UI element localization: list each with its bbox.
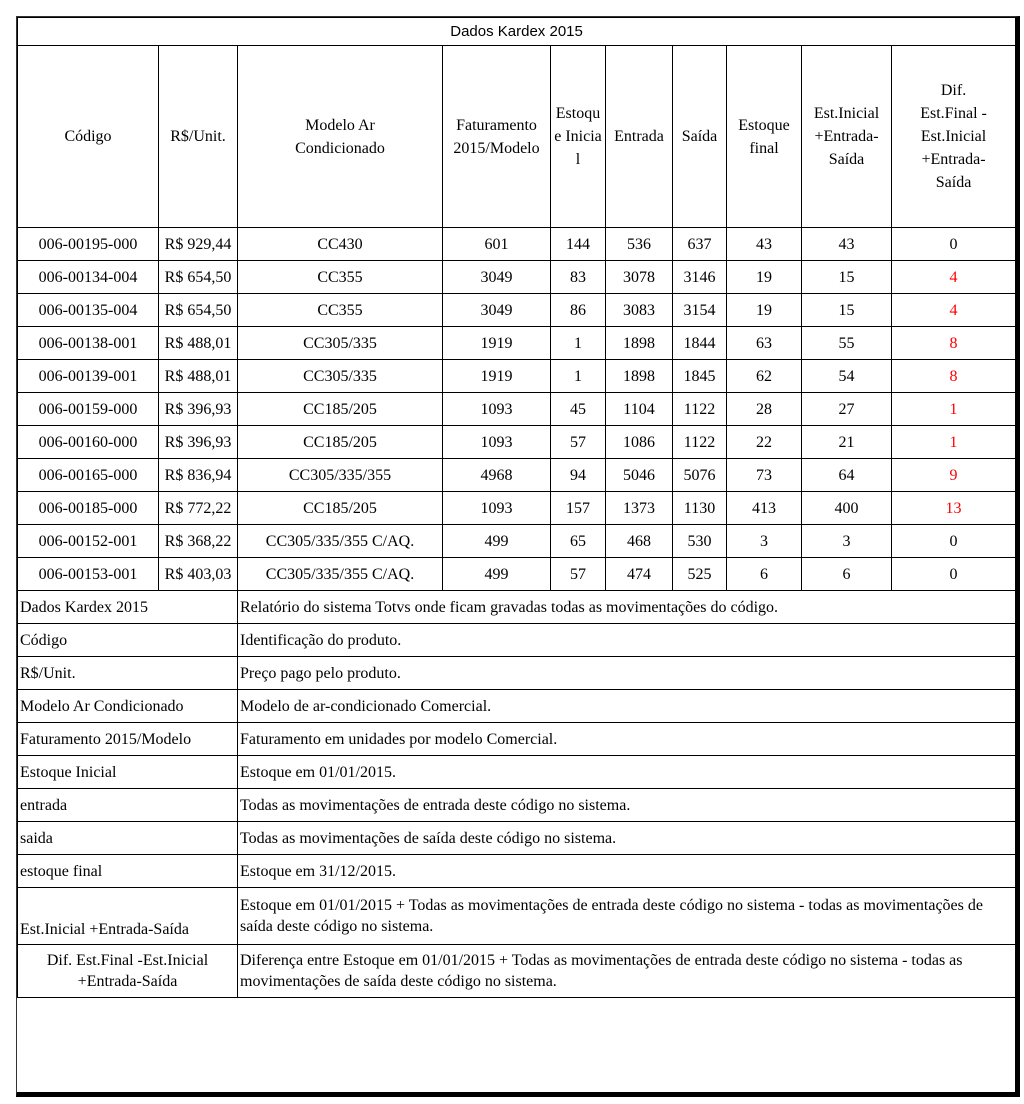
cell-estoque-final: 22 <box>727 426 802 459</box>
cell-faturamento: 3049 <box>443 261 551 294</box>
cell-preco: R$ 772,22 <box>159 492 238 525</box>
cell-preco: R$ 929,44 <box>159 228 238 261</box>
cell-calc: 400 <box>802 492 892 525</box>
cell-dif: 4 <box>892 294 1016 327</box>
legend-term: Dados Kardex 2015 <box>18 591 238 624</box>
cell-saida: 5076 <box>673 459 727 492</box>
cell-codigo: 006-00138-001 <box>18 327 159 360</box>
cell-calc: 6 <box>802 558 892 591</box>
cell-modelo: CC355 <box>238 294 443 327</box>
cell-calc: 3 <box>802 525 892 558</box>
cell-faturamento: 3049 <box>443 294 551 327</box>
cell-codigo: 006-00153-001 <box>18 558 159 591</box>
cell-estoque-inicial: 45 <box>551 393 606 426</box>
header-estoque-final: Estoque final <box>727 46 802 228</box>
cell-preco: R$ 488,01 <box>159 360 238 393</box>
cell-calc: 27 <box>802 393 892 426</box>
cell-estoque-inicial: 1 <box>551 327 606 360</box>
cell-saida: 1122 <box>673 426 727 459</box>
legend-row <box>18 591 1016 624</box>
cell-faturamento: 1919 <box>443 360 551 393</box>
cell-saida: 525 <box>673 558 727 591</box>
legend-description: Todas as movimentações de saída deste código no sistema. <box>238 822 1016 855</box>
cell-faturamento: 1093 <box>443 492 551 525</box>
cell-faturamento: 1919 <box>443 327 551 360</box>
header-modelo: Modelo Ar Condicionado <box>238 46 443 228</box>
cell-modelo: CC305/335/355 C/AQ. <box>238 558 443 591</box>
header-preco: R$/Unit. <box>159 46 238 228</box>
cell-codigo: 006-00185-000 <box>18 492 159 525</box>
header-entrada: Entrada <box>606 46 673 228</box>
legend-row <box>18 723 1016 756</box>
table-row <box>18 360 1016 393</box>
cell-calc: 15 <box>802 294 892 327</box>
legend-description: Estoque em 31/12/2015. <box>238 855 1016 888</box>
cell-entrada: 1898 <box>606 360 673 393</box>
cell-modelo: CC185/205 <box>238 492 443 525</box>
cell-estoque-final: 43 <box>727 228 802 261</box>
cell-preco: R$ 396,93 <box>159 393 238 426</box>
table-title: Dados Kardex 2015 <box>18 18 1016 46</box>
kardex-sheet <box>16 16 1020 1097</box>
cell-saida: 637 <box>673 228 727 261</box>
cell-entrada: 468 <box>606 525 673 558</box>
legend-description: Diferença entre Estoque em 01/01/2015 + Todas as movimentações de entrada deste código no sistema - todas as movimentações de saída deste código no sistema. <box>238 945 1016 998</box>
cell-codigo: 006-00134-004 <box>18 261 159 294</box>
table-row <box>18 492 1016 525</box>
cell-calc: 15 <box>802 261 892 294</box>
cell-entrada: 5046 <box>606 459 673 492</box>
cell-estoque-final: 413 <box>727 492 802 525</box>
legend-row <box>18 756 1016 789</box>
cell-estoque-final: 63 <box>727 327 802 360</box>
cell-dif: 0 <box>892 228 1016 261</box>
cell-estoque-final: 28 <box>727 393 802 426</box>
cell-saida: 1844 <box>673 327 727 360</box>
cell-faturamento: 601 <box>443 228 551 261</box>
legend-row <box>18 690 1016 723</box>
cell-codigo: 006-00152-001 <box>18 525 159 558</box>
cell-estoque-final: 62 <box>727 360 802 393</box>
cell-estoque-inicial: 86 <box>551 294 606 327</box>
legend-row <box>18 855 1016 888</box>
header-codigo: Código <box>18 46 159 228</box>
legend-row <box>18 624 1016 657</box>
legend-description: Relatório do sistema Totvs onde ficam gravadas todas as movimentações do código. <box>238 591 1016 624</box>
cell-calc: 64 <box>802 459 892 492</box>
cell-estoque-inicial: 57 <box>551 558 606 591</box>
cell-dif: 9 <box>892 459 1016 492</box>
cell-saida: 1130 <box>673 492 727 525</box>
cell-faturamento: 4968 <box>443 459 551 492</box>
cell-saida: 1122 <box>673 393 727 426</box>
legend-term: Modelo Ar Condicionado <box>18 690 238 723</box>
header-estoque-inicial: Estoque Inicial <box>551 46 606 228</box>
cell-modelo: CC305/335/355 C/AQ. <box>238 525 443 558</box>
legend-term: entrada <box>18 789 238 822</box>
cell-codigo: 006-00139-001 <box>18 360 159 393</box>
cell-faturamento: 1093 <box>443 393 551 426</box>
cell-modelo: CC305/335 <box>238 327 443 360</box>
cell-calc: 43 <box>802 228 892 261</box>
cell-modelo: CC355 <box>238 261 443 294</box>
cell-modelo: CC185/205 <box>238 426 443 459</box>
cell-entrada: 1086 <box>606 426 673 459</box>
legend-term: estoque final <box>18 855 238 888</box>
cell-estoque-inicial: 157 <box>551 492 606 525</box>
cell-estoque-final: 19 <box>727 294 802 327</box>
cell-saida: 530 <box>673 525 727 558</box>
cell-dif: 1 <box>892 426 1016 459</box>
cell-preco: R$ 836,94 <box>159 459 238 492</box>
cell-modelo: CC305/335 <box>238 360 443 393</box>
cell-codigo: 006-00160-000 <box>18 426 159 459</box>
cell-faturamento: 499 <box>443 525 551 558</box>
legend-row <box>18 945 1016 998</box>
cell-entrada: 3083 <box>606 294 673 327</box>
legend-description: Identificação do produto. <box>238 624 1016 657</box>
cell-dif: 8 <box>892 360 1016 393</box>
cell-dif: 13 <box>892 492 1016 525</box>
cell-entrada: 536 <box>606 228 673 261</box>
table-row <box>18 459 1016 492</box>
cell-estoque-final: 19 <box>727 261 802 294</box>
cell-codigo: 006-00195-000 <box>18 228 159 261</box>
legend-row <box>18 789 1016 822</box>
cell-preco: R$ 396,93 <box>159 426 238 459</box>
cell-entrada: 474 <box>606 558 673 591</box>
cell-saida: 3154 <box>673 294 727 327</box>
cell-calc: 21 <box>802 426 892 459</box>
cell-calc: 54 <box>802 360 892 393</box>
cell-estoque-inicial: 1 <box>551 360 606 393</box>
legend-term: Est.Inicial +Entrada-Saída <box>18 888 238 945</box>
legend-description: Preço pago pelo produto. <box>238 657 1016 690</box>
cell-estoque-final: 73 <box>727 459 802 492</box>
header-row <box>18 46 1016 228</box>
legend-description: Faturamento em unidades por modelo Comercial. <box>238 723 1016 756</box>
table-row <box>18 426 1016 459</box>
table-row <box>18 393 1016 426</box>
legend-term: saida <box>18 822 238 855</box>
legend-term: Faturamento 2015/Modelo <box>18 723 238 756</box>
cell-preco: R$ 654,50 <box>159 261 238 294</box>
cell-estoque-final: 6 <box>727 558 802 591</box>
cell-estoque-inicial: 144 <box>551 228 606 261</box>
cell-preco: R$ 368,22 <box>159 525 238 558</box>
table-row <box>18 327 1016 360</box>
legend-term: Estoque Inicial <box>18 756 238 789</box>
cell-codigo: 006-00159-000 <box>18 393 159 426</box>
cell-estoque-inicial: 65 <box>551 525 606 558</box>
cell-estoque-inicial: 94 <box>551 459 606 492</box>
cell-codigo: 006-00165-000 <box>18 459 159 492</box>
cell-modelo: CC430 <box>238 228 443 261</box>
legend-description: Todas as movimentações de entrada deste código no sistema. <box>238 789 1016 822</box>
header-calc: Est.Inicial +Entrada-Saída <box>802 46 892 228</box>
header-dif: Dif. Est.Final - Est.Inicial +Entrada-Saída <box>892 46 1016 228</box>
cell-estoque-inicial: 83 <box>551 261 606 294</box>
legend-term: R$/Unit. <box>18 657 238 690</box>
cell-calc: 55 <box>802 327 892 360</box>
legend-description: Estoque em 01/01/2015 + Todas as movimentações de entrada deste código no sistema - todas as movimentações de saída deste código no sistema. <box>238 888 1016 945</box>
legend-row <box>18 657 1016 690</box>
cell-estoque-final: 3 <box>727 525 802 558</box>
cell-entrada: 3078 <box>606 261 673 294</box>
cell-dif: 0 <box>892 525 1016 558</box>
legend-row <box>18 822 1016 855</box>
legend-term: Dif. Est.Final -Est.Inicial +Entrada-Saída <box>18 945 238 998</box>
cell-modelo: CC305/335/355 <box>238 459 443 492</box>
cell-faturamento: 1093 <box>443 426 551 459</box>
cell-preco: R$ 654,50 <box>159 294 238 327</box>
legend-description: Estoque em 01/01/2015. <box>238 756 1016 789</box>
kardex-table <box>17 17 1016 998</box>
legend-description: Modelo de ar-condicionado Comercial. <box>238 690 1016 723</box>
cell-preco: R$ 403,03 <box>159 558 238 591</box>
cell-saida: 3146 <box>673 261 727 294</box>
table-row <box>18 261 1016 294</box>
legend-row <box>18 888 1016 945</box>
legend-term: Código <box>18 624 238 657</box>
header-saida: Saída <box>673 46 727 228</box>
header-faturamento: Faturamento 2015/Modelo <box>443 46 551 228</box>
table-row <box>18 294 1016 327</box>
cell-entrada: 1104 <box>606 393 673 426</box>
table-row <box>18 558 1016 591</box>
cell-faturamento: 499 <box>443 558 551 591</box>
table-row <box>18 525 1016 558</box>
table-row <box>18 228 1016 261</box>
cell-dif: 4 <box>892 261 1016 294</box>
cell-modelo: CC185/205 <box>238 393 443 426</box>
cell-saida: 1845 <box>673 360 727 393</box>
cell-entrada: 1373 <box>606 492 673 525</box>
cell-codigo: 006-00135-004 <box>18 294 159 327</box>
cell-preco: R$ 488,01 <box>159 327 238 360</box>
cell-estoque-inicial: 57 <box>551 426 606 459</box>
cell-dif: 8 <box>892 327 1016 360</box>
cell-dif: 1 <box>892 393 1016 426</box>
cell-entrada: 1898 <box>606 327 673 360</box>
cell-dif: 0 <box>892 558 1016 591</box>
